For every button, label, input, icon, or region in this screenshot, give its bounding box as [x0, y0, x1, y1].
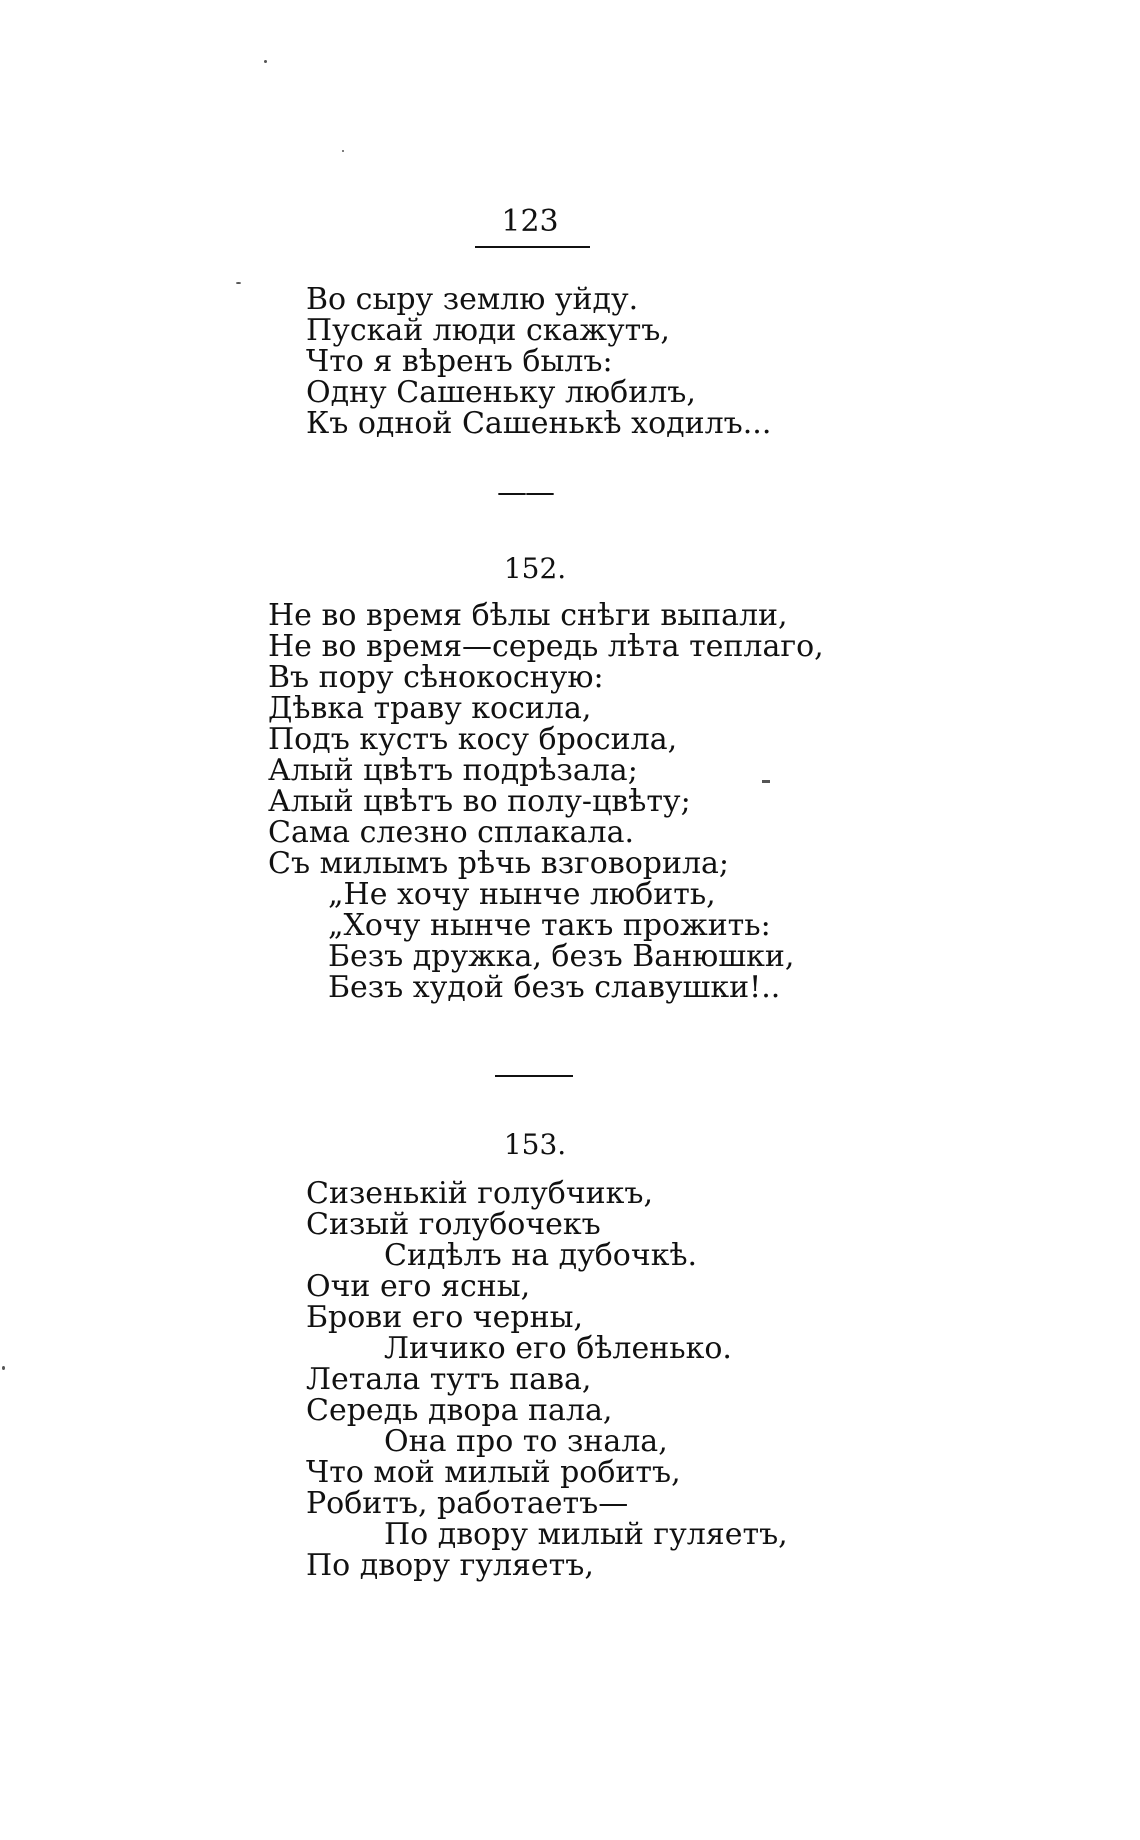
scan-speck	[2, 1366, 5, 1370]
verse-line: Летала тутъ пава,	[306, 1362, 592, 1397]
verse-line: Къ одной Сашенькѣ ходилъ...	[306, 406, 772, 441]
verse-line: По двору гуляетъ,	[306, 1548, 594, 1583]
section-divider	[495, 1075, 573, 1077]
verse-line: Дѣвка траву косила,	[268, 691, 592, 726]
verse-line: Подъ кустъ косу бросила,	[268, 722, 678, 757]
verse-line: Личико его бѣленько.	[384, 1331, 732, 1366]
verse-line: Что мой милый робитъ,	[306, 1455, 681, 1490]
verse-line: Съ милымъ рѣчь взговорила;	[268, 846, 730, 881]
verse-line: Не во время бѣлы снѣги выпали,	[268, 598, 788, 633]
verse-line: Сидѣлъ на дубочкѣ.	[384, 1238, 698, 1273]
continuation-verse	[306, 284, 771, 439]
poem-number-152: 152.	[503, 552, 567, 585]
scan-speck	[236, 282, 241, 284]
page-number-rule	[475, 246, 590, 248]
verse-line: Алый цвѣтъ во полу-цвѣту;	[268, 784, 691, 819]
verse-line: Она про то знала,	[384, 1424, 668, 1459]
verse-line: Во сыру землю уйду.	[306, 282, 639, 317]
verse-line: Середь двора пала,	[306, 1393, 613, 1428]
verse-line: Сама слезно сплакала.	[268, 815, 635, 850]
verse-line: Что я вѣренъ былъ:	[306, 344, 613, 379]
verse-line: Робитъ, работаетъ—	[306, 1486, 629, 1521]
verse-line: Безъ худой безъ славушки!..	[328, 970, 781, 1005]
verse-line: Не во время—середь лѣта теплаго,	[268, 629, 824, 664]
verse-line: Въ пору сѣнокосную:	[268, 660, 604, 695]
verse-line: „Не хочу нынче любить,	[328, 877, 716, 912]
poem-number-153: 153.	[503, 1128, 567, 1161]
verse-line: Очи его ясны,	[306, 1269, 531, 1304]
scan-speck	[342, 150, 344, 152]
verse-line: Одну Сашеньку любилъ,	[306, 375, 696, 410]
poem-153-verse	[306, 1178, 788, 1581]
verse-line: Сизый голубочекъ	[306, 1207, 601, 1242]
verse-line: Пускай люди скажутъ,	[306, 313, 670, 348]
verse-line: Алый цвѣтъ подрѣзала;	[268, 753, 638, 788]
verse-line: Брови его черны,	[306, 1300, 584, 1335]
verse-line: Безъ дружка, безъ Ванюшки,	[328, 939, 795, 974]
page-number: 123	[501, 204, 559, 239]
scan-speck	[264, 60, 267, 63]
section-divider-short: ——	[497, 475, 553, 510]
scan-speck	[762, 780, 770, 783]
poem-152-verse	[268, 600, 824, 1003]
verse-line: „Хочу нынче такъ прожить:	[328, 908, 771, 943]
verse-line: По двору милый гуляетъ,	[384, 1517, 788, 1552]
verse-line: Сизенькій голубчикъ,	[306, 1176, 654, 1211]
